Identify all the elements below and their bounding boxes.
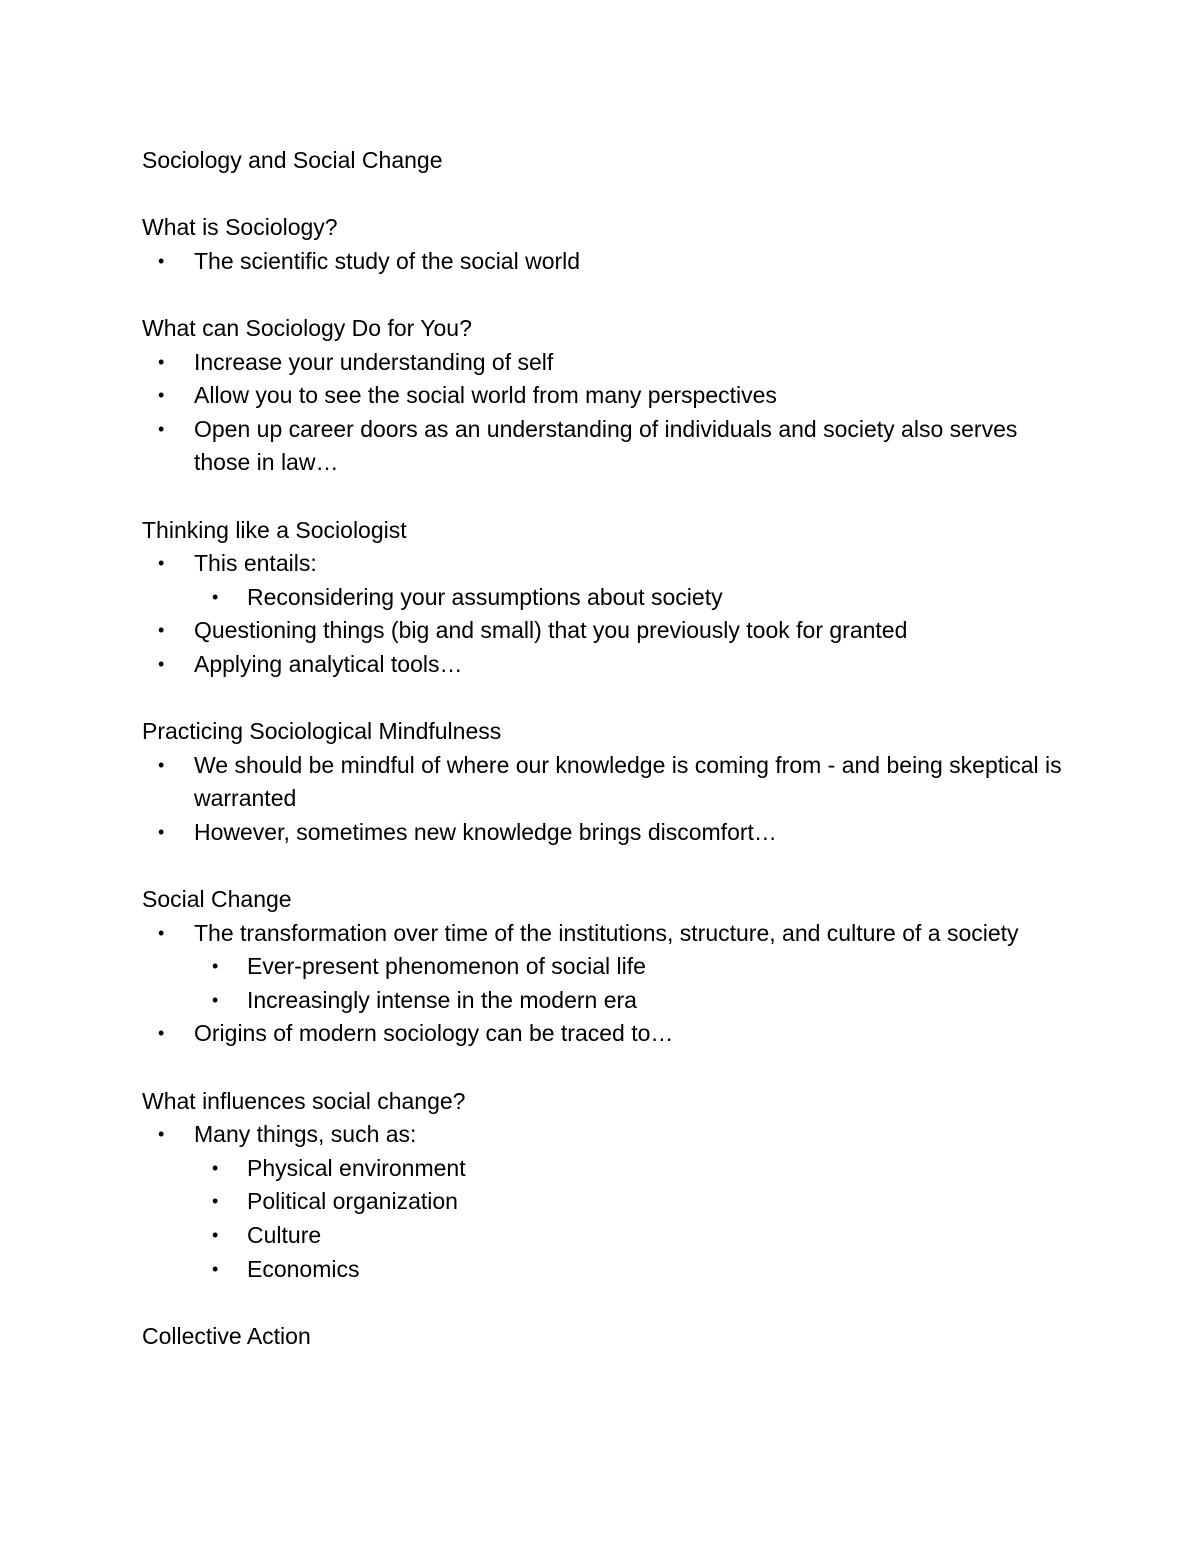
bullet-text: Ever-present phenomenon of social life [247, 953, 646, 980]
bullet-icon: • [158, 351, 165, 372]
bullet-text: Origins of modern sociology can be traced to… [194, 1020, 674, 1047]
bullet-icon: • [212, 1191, 219, 1212]
bullet-icon: • [158, 821, 165, 842]
bullet-text: Allow you to see the social world from many perspectives [194, 382, 777, 409]
bullet-icon: • [212, 956, 219, 977]
bullet-text: Physical environment [247, 1154, 466, 1181]
bullet-item [142, 245, 1062, 279]
sub-bullet-item [142, 1152, 1062, 1186]
spacer [142, 1051, 1062, 1085]
bullet-item [142, 614, 1062, 648]
bullet-item [142, 648, 1062, 682]
section-heading: Social Change [142, 886, 292, 913]
spacer [142, 178, 1062, 212]
bullet-item [142, 749, 1062, 816]
bullet-item [142, 816, 1062, 850]
bullet-item [142, 413, 1062, 480]
sub-bullet-item [142, 1185, 1062, 1219]
document-page [142, 144, 1062, 1353]
bullet-text: Reconsidering your assumptions about society [247, 583, 723, 610]
bullet-icon: • [158, 250, 165, 271]
bullet-icon: • [158, 754, 165, 775]
bullet-icon: • [212, 586, 219, 607]
bullet-icon: • [212, 1258, 219, 1279]
bullet-icon: • [158, 922, 165, 943]
bullet-text: Applying analytical tools… [194, 650, 463, 677]
bullet-text: Open up career doors as an understanding of individuals and society also serves those in law… [194, 415, 1018, 476]
bullet-text: However, sometimes new knowledge brings discomfort… [194, 818, 777, 845]
bullet-icon: • [158, 385, 165, 406]
bullet-icon: • [158, 1124, 165, 1145]
bullet-item [142, 346, 1062, 380]
bullet-icon: • [212, 1157, 219, 1178]
spacer [142, 278, 1062, 312]
bullet-text: The scientific study of the social world [194, 247, 581, 274]
section-heading: Practicing Sociological Mindfulness [142, 718, 502, 745]
spacer [142, 682, 1062, 716]
bullet-text: Many things, such as: [194, 1121, 417, 1148]
sub-bullet-item [142, 950, 1062, 984]
bullet-text: Increasingly intense in the modern era [247, 986, 637, 1013]
bullet-item [142, 1017, 1062, 1051]
bullet-text: Culture [247, 1222, 322, 1248]
bullet-text: Questioning things (big and small) that you previously took for granted [194, 617, 908, 644]
bullet-text: Political organization [247, 1188, 458, 1215]
bullet-text: Economics [247, 1255, 360, 1282]
bullet-icon: • [158, 620, 165, 641]
bullet-text: We should be mindful of where our knowledge is coming from - and being skeptical is warranted [194, 751, 1062, 812]
sub-bullet-item [142, 1253, 1062, 1287]
sub-bullet-item [142, 984, 1062, 1018]
bullet-text: This entails: [194, 550, 317, 577]
spacer [142, 849, 1062, 883]
bullet-item [142, 547, 1062, 581]
spacer [142, 480, 1062, 514]
bullet-icon: • [158, 653, 165, 674]
sub-bullet-item [142, 581, 1062, 615]
section-heading: What influences social change? [142, 1087, 466, 1114]
document-title: Sociology and Social Change [142, 147, 443, 173]
bullet-item [142, 379, 1062, 413]
section-heading: Thinking like a Sociologist [142, 516, 407, 543]
spacer [142, 1286, 1062, 1320]
bullet-icon: • [212, 989, 219, 1010]
bullet-item [142, 917, 1062, 951]
section-heading: Collective Action [142, 1322, 311, 1349]
bullet-text: The transformation over time of the institutions, structure, and culture of a society [194, 919, 1019, 946]
bullet-icon: • [212, 1225, 219, 1245]
bullet-text: Increase your understanding of self [194, 348, 554, 375]
bullet-icon: • [158, 1023, 165, 1044]
section-heading: What can Sociology Do for You? [142, 314, 472, 341]
bullet-icon: • [158, 418, 165, 439]
sub-bullet-item [142, 1219, 1062, 1253]
bullet-item [142, 1118, 1062, 1152]
section-heading: What is Sociology? [142, 214, 338, 241]
bullet-icon: • [158, 553, 165, 574]
